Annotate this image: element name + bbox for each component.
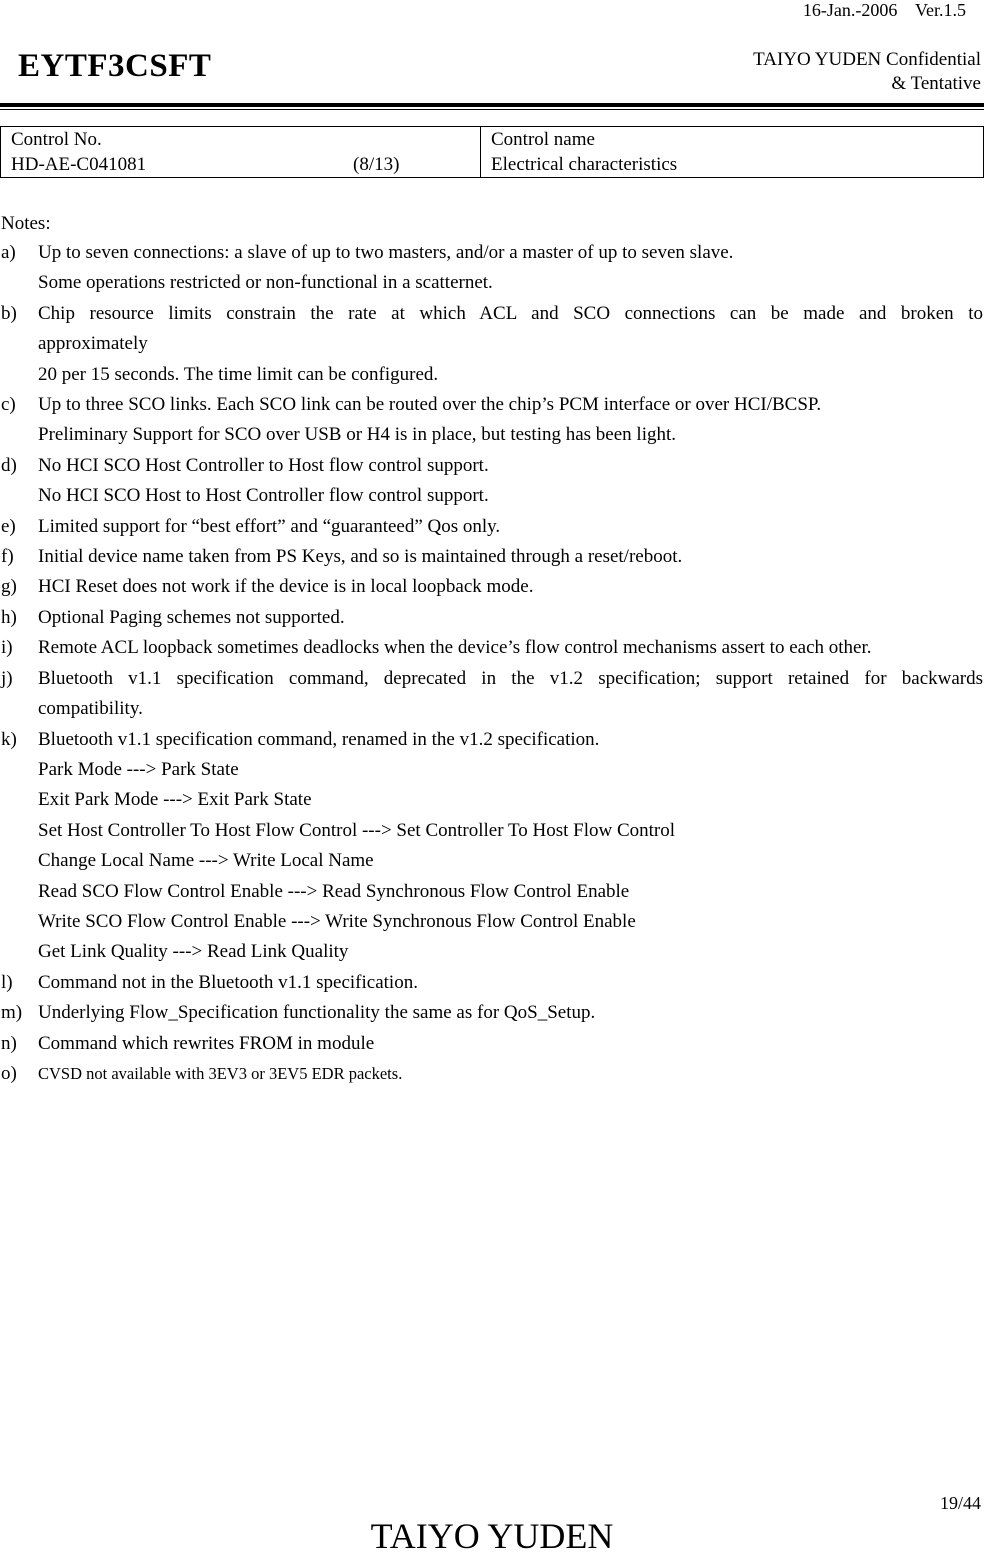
note-label: l) (1, 971, 13, 993)
note-body (38, 512, 983, 542)
notes-list (1, 238, 983, 1089)
note-body (38, 390, 983, 451)
note-line: Underlying Flow_Specification functionality the same as for QoS_Setup. (38, 1002, 596, 1024)
control-number-label: Control No. (11, 129, 102, 150)
control-name-cell (481, 127, 983, 177)
notes-title: Notes: (1, 213, 51, 234)
note-line: Command which rewrites FROM in module (38, 1032, 375, 1054)
note-line: Preliminary Support for SCO over USB or H4 is in place, but testing has been light. (38, 424, 677, 446)
note-line: Command not in the Bluetooth v1.1 specification. (38, 971, 418, 993)
control-number-value: HD-AE-C041081 (11, 154, 147, 175)
note-item (1, 968, 983, 998)
note-label: e) (1, 515, 16, 537)
note-label: k) (1, 728, 17, 750)
note-body (38, 1029, 983, 1059)
note-line: Remote ACL loopback sometimes deadlocks when the device’s flow control mechanisms assert to each other. (38, 637, 872, 659)
note-line: Chip resource limits constrain the rate at which ACL and SCO connections can be made and broken to (38, 302, 983, 324)
note-line: No HCI SCO Host Controller to Host flow control support. (38, 454, 489, 476)
note-label: d) (1, 454, 17, 476)
note-item (1, 572, 983, 602)
model-title: EYTF3CSFT (18, 48, 212, 84)
note-item (1, 603, 983, 633)
note-body (38, 664, 983, 725)
notes-section (1, 210, 983, 1089)
note-item (1, 998, 983, 1028)
note-line: Park Mode ---> Park State (38, 758, 239, 780)
control-name-label: Control name (491, 129, 595, 150)
note-line: Initial device name taken from PS Keys, and so is maintained through a reset/reboot. (38, 546, 683, 568)
confidential-line-1: TAIYO YUDEN Confidential (753, 49, 981, 70)
note-label: c) (1, 394, 16, 416)
note-line: Up to three SCO links. Each SCO link can be routed over the chip’s PCM interface or over HCI/BCSP. (38, 394, 822, 416)
note-line: Bluetooth v1.1 specification command, deprecated in the v1.2 specification; support retained for backwards (38, 667, 983, 689)
note-label: o) (1, 1062, 17, 1084)
note-label: h) (1, 606, 17, 628)
note-item (1, 299, 983, 390)
header-rule-thin (0, 109, 984, 110)
note-line: Exit Park Mode ---> Exit Park State (38, 789, 312, 811)
note-line: Write SCO Flow Control Enable ---> Write Synchronous Flow Control Enable (38, 910, 636, 932)
note-body (38, 451, 983, 512)
note-item (1, 633, 983, 663)
note-label: i) (1, 637, 13, 659)
control-page-of: (8/13) (353, 154, 400, 175)
note-item (1, 512, 983, 542)
note-item (1, 238, 983, 299)
control-table (0, 126, 984, 178)
note-body (38, 299, 983, 390)
control-name-value: Electrical characteristics (491, 154, 678, 175)
note-line: compatibility. (38, 698, 143, 720)
header-rule-thick (0, 103, 984, 107)
note-line: Some operations restricted or non-functional in a scatternet. (38, 272, 493, 294)
confidential-line-2: & Tentative (891, 73, 981, 94)
note-item (1, 664, 983, 725)
note-body (38, 725, 983, 968)
note-line: Set Host Controller To Host Flow Control ---> Set Controller To Host Flow Control (38, 819, 676, 841)
page-number: 19/44 (939, 1493, 981, 1513)
confidential-notice (753, 48, 981, 96)
date-version: 16-Jan.-2006 Ver.1.5 (802, 0, 966, 20)
note-line: Change Local Name ---> Write Local Name (38, 850, 374, 872)
note-body (38, 633, 983, 663)
note-line: Optional Paging schemes not supported. (38, 606, 345, 628)
note-body (38, 998, 983, 1028)
note-label: g) (1, 576, 17, 598)
note-line: Up to seven connections: a slave of up to two masters, and/or a master of up to seven slave. (38, 242, 734, 263)
note-body (38, 1059, 983, 1089)
note-item (1, 542, 983, 572)
note-label: j) (1, 667, 13, 689)
note-label: n) (1, 1032, 17, 1054)
note-line: Limited support for “best effort” and “guaranteed” Qos only. (38, 515, 501, 537)
note-body (38, 968, 983, 998)
note-line: Get Link Quality ---> Read Link Quality (38, 941, 349, 963)
note-line: HCI Reset does not work if the device is in local loopback mode. (38, 576, 534, 598)
note-line: Read SCO Flow Control Enable ---> Read Synchronous Flow Control Enable (38, 880, 630, 902)
note-label: b) (1, 302, 17, 324)
control-number-cell (1, 127, 481, 177)
note-line: Bluetooth v1.1 specification command, renamed in the v1.2 specification. (38, 728, 600, 750)
note-line: No HCI SCO Host to Host Controller flow control support. (38, 485, 489, 507)
note-item (1, 390, 983, 451)
note-body (38, 603, 983, 633)
note-label: m) (1, 1002, 23, 1024)
note-item (1, 1059, 983, 1089)
note-body (38, 542, 983, 572)
note-line: 20 per 15 seconds. The time limit can be configured. (38, 363, 439, 385)
footer-company: TAIYO YUDEN (370, 1516, 614, 1556)
note-item (1, 451, 983, 512)
note-item (1, 1029, 983, 1059)
note-body (38, 572, 983, 602)
note-label: f) (1, 546, 14, 568)
note-label: a) (1, 242, 16, 263)
note-item (1, 725, 983, 968)
note-line: approximately (38, 333, 148, 355)
note-line: CVSD not available with 3EV3 or 3EV5 EDR packets. (38, 1063, 403, 1083)
note-body (38, 238, 983, 299)
